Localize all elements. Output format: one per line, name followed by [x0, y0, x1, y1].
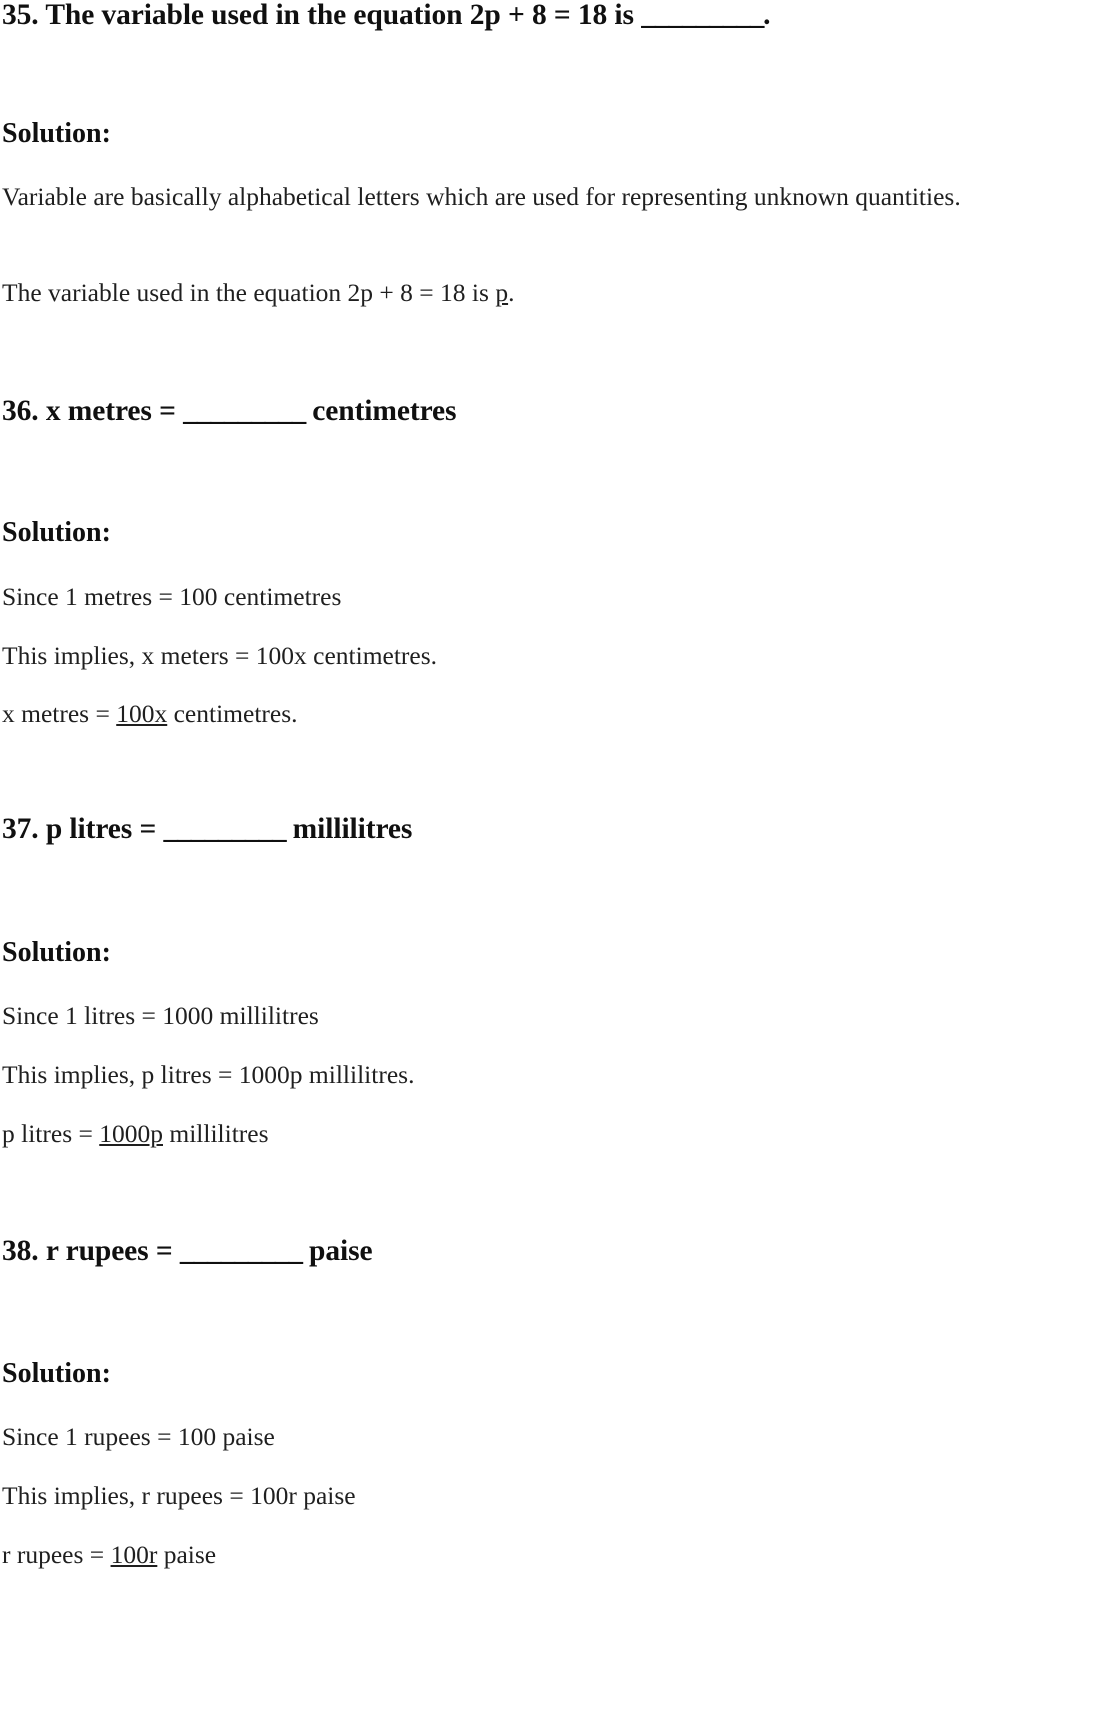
solution-label-35-text: Solution:	[2, 118, 111, 149]
question-heading-36	[2, 396, 456, 426]
solution-label-38-text: Solution:	[2, 1358, 111, 1389]
solution-line-37-1-text: Since 1 litres = 1000 millilitres	[2, 1001, 319, 1030]
solution-line-38-1	[2, 1420, 275, 1454]
question-heading-35-text: 35. The variable used in the equation 2p + 8 = 18 is	[2, 0, 642, 31]
solution-line-36-2-text: This implies, x meters = 100x centimetres.	[2, 641, 438, 670]
solution-label-38	[2, 1359, 111, 1388]
solution-line-37-2	[2, 1058, 414, 1092]
question-heading-36-blank: _________	[183, 395, 306, 427]
question-block-37	[2, 814, 412, 844]
question-heading-37-unit: millilitres	[285, 813, 413, 845]
solution-label-36-text: Solution:	[2, 517, 111, 548]
question-heading-37-text: 37. p litres =	[2, 813, 164, 845]
question-heading-38-unit: paise	[301, 1235, 373, 1267]
question-heading-38	[2, 1236, 372, 1266]
answer-line-36	[2, 697, 298, 731]
answer-value-37: 1000p	[99, 1119, 163, 1148]
question-heading-35	[2, 0, 770, 30]
solution-label-36	[2, 518, 111, 547]
solution-line-36-1-text: Since 1 metres = 100 centimetres	[2, 582, 342, 611]
solution-line-37-2-text: This implies, p litres = 1000p millilitres.	[2, 1060, 415, 1089]
question-heading-36-text: 36. x metres =	[2, 395, 184, 427]
solution-line-36-1	[2, 580, 341, 614]
answer-value-35: p	[495, 278, 509, 307]
answer-prefix-37: p litres =	[2, 1119, 100, 1148]
answer-suffix-36: centimetres.	[167, 699, 298, 728]
solution-line-38-2-text: This implies, r rupees = 100r paise	[2, 1481, 356, 1510]
solution-line-38-1-text: Since 1 rupees = 100 paise	[2, 1422, 275, 1451]
solution-line-37-1	[2, 999, 319, 1033]
answer-line-36-content	[2, 697, 298, 731]
solution-label-37-text: Solution:	[2, 937, 111, 968]
answer-prefix-38: r rupees =	[2, 1540, 111, 1569]
solution-line-38-2	[2, 1479, 356, 1513]
question-heading-38-blank: _________	[179, 1235, 302, 1267]
answer-prefix-36: x metres =	[2, 699, 117, 728]
answer-line-37	[2, 1117, 269, 1151]
answer-line-35-content	[2, 276, 514, 310]
answer-suffix-38: paise	[157, 1540, 217, 1569]
solution-label-35	[2, 119, 111, 148]
solution-label-37	[2, 938, 111, 967]
question-heading-35-blank: _________	[641, 0, 764, 31]
solution-paragraph-35-text: Variable are basically alphabetical letters which are used for representing unknown quantities.	[2, 182, 961, 211]
answer-line-37-content	[2, 1117, 269, 1151]
answer-suffix-37: millilitres	[163, 1119, 269, 1148]
question-heading-37	[2, 814, 412, 844]
question-block-35	[2, 0, 770, 30]
answer-line-38	[2, 1538, 216, 1572]
question-block-38	[2, 1236, 372, 1266]
question-heading-37-blank: _________	[163, 813, 286, 845]
answer-value-36: 100x	[116, 699, 168, 728]
answer-line-38-content	[2, 1538, 216, 1572]
question-heading-38-text: 38. r rupees =	[2, 1235, 180, 1267]
question-block-36	[2, 396, 456, 426]
solution-line-36-2	[2, 639, 437, 673]
question-heading-35-period: .	[763, 0, 771, 31]
answer-prefix-35: The variable used in the equation 2p + 8 = 18 is	[2, 278, 496, 307]
answer-line-35	[2, 276, 514, 310]
solution-paragraph-35	[2, 180, 1106, 214]
question-heading-36-unit: centimetres	[305, 395, 457, 427]
answer-value-38: 100r	[110, 1540, 158, 1569]
answer-suffix-35: .	[508, 278, 515, 307]
